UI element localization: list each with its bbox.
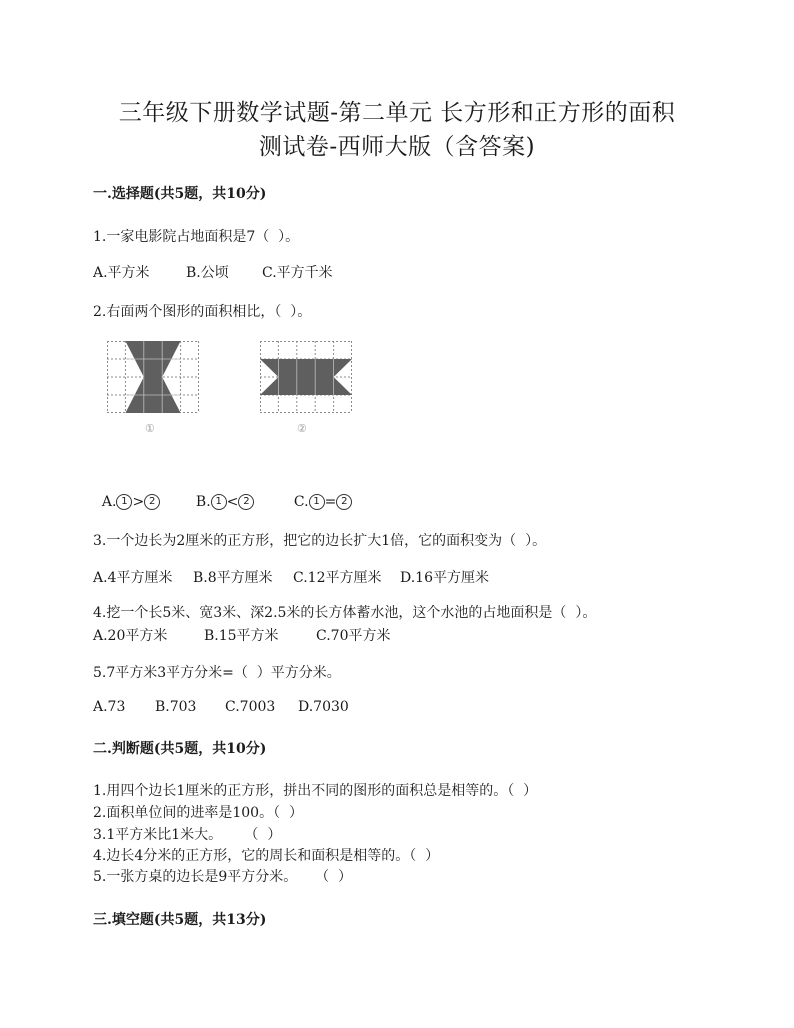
figure-2-label: ② <box>297 422 307 435</box>
exam-title-line2: 测试卷-西师大版（含答案) <box>258 134 536 160</box>
q3-option-c: C.12平方厘米 <box>293 570 382 586</box>
q3-option-b: B.8平方厘米 <box>193 570 273 586</box>
q2-text: 2.右面两个图形的面积相比，（ ）。 <box>93 304 312 320</box>
q1-option-b: B.公顷 <box>186 265 229 281</box>
q4-option-a: A.20平方米 <box>93 628 168 644</box>
q5-option-d: D.7030 <box>298 699 349 715</box>
q3-option-d: D.16平方厘米 <box>400 570 489 586</box>
judge-item-1: 1.用四个边长1厘米的正方形，拼出不同的图形的面积总是相等的。（ ） <box>93 783 538 799</box>
q5-text: 5.7平方米3平方分米=（ ）平方分米。 <box>93 665 341 681</box>
q1-option-c: C.平方千米 <box>262 265 333 281</box>
q5-option-b: B.703 <box>155 699 197 715</box>
figure-2-grid <box>260 341 352 413</box>
q3-text: 3.一个边长为2厘米的正方形，把它的边长扩大1倍，它的面积变为（ ）。 <box>93 533 547 549</box>
q4-text: 4.挖一个长5米、宽3米、深2.5米的长方体蓄水池，这个水池的占地面积是（ ）。 <box>93 605 597 621</box>
q5-option-a: A.73 <box>93 699 126 715</box>
q2-option-c-prefix: C. <box>293 494 309 510</box>
circled-one: 1 <box>211 494 227 510</box>
q1-option-a: A.平方米 <box>93 265 150 281</box>
q2-option-c-operator: = <box>324 494 337 510</box>
judge-item-3: 3.1平方米比1米大。 （ ） <box>93 827 282 843</box>
q2-option-b <box>187 478 254 510</box>
circled-two: 2 <box>144 494 160 510</box>
judge-item-2: 2.面积单位间的进率是100。（ ） <box>93 805 303 821</box>
judge-item-5: 5.一张方桌的边长是9平方分米。 （ ） <box>93 869 352 885</box>
section1-heading: 一.选择题(共5题，共10分) <box>93 186 267 202</box>
q3-option-a: A.4平方厘米 <box>93 570 173 586</box>
q5-option-c: C.7003 <box>225 699 276 715</box>
figure-1-label: ① <box>145 422 155 435</box>
circled-two: 2 <box>238 494 254 510</box>
section2-heading: 二.判断题(共5题，共10分) <box>93 741 267 757</box>
q2-option-a-operator: > <box>132 494 145 510</box>
q1-text: 1.一家电影院占地面积是7（ ）。 <box>93 229 300 245</box>
circled-one: 1 <box>116 494 132 510</box>
circled-two: 2 <box>336 494 352 510</box>
q4-option-b: B.15平方米 <box>204 628 279 644</box>
q2-option-b-prefix: B. <box>195 494 211 510</box>
exam-title-line1: 三年级下册数学试题-第二单元 长方形和正方形的面积 <box>118 100 676 126</box>
section3-heading: 三.填空题(共5题，共13分) <box>93 912 267 928</box>
judge-item-4: 4.边长4分米的正方形，它的周长和面积是相等的。（ ） <box>93 848 440 864</box>
q4-option-c: C.70平方米 <box>316 628 391 644</box>
q2-option-a <box>93 478 160 510</box>
q2-option-c <box>285 478 352 510</box>
circled-one: 1 <box>309 494 325 510</box>
q2-option-a-prefix: A. <box>101 494 117 510</box>
q2-option-b-operator: < <box>226 494 239 510</box>
figure-1-grid <box>107 341 199 413</box>
